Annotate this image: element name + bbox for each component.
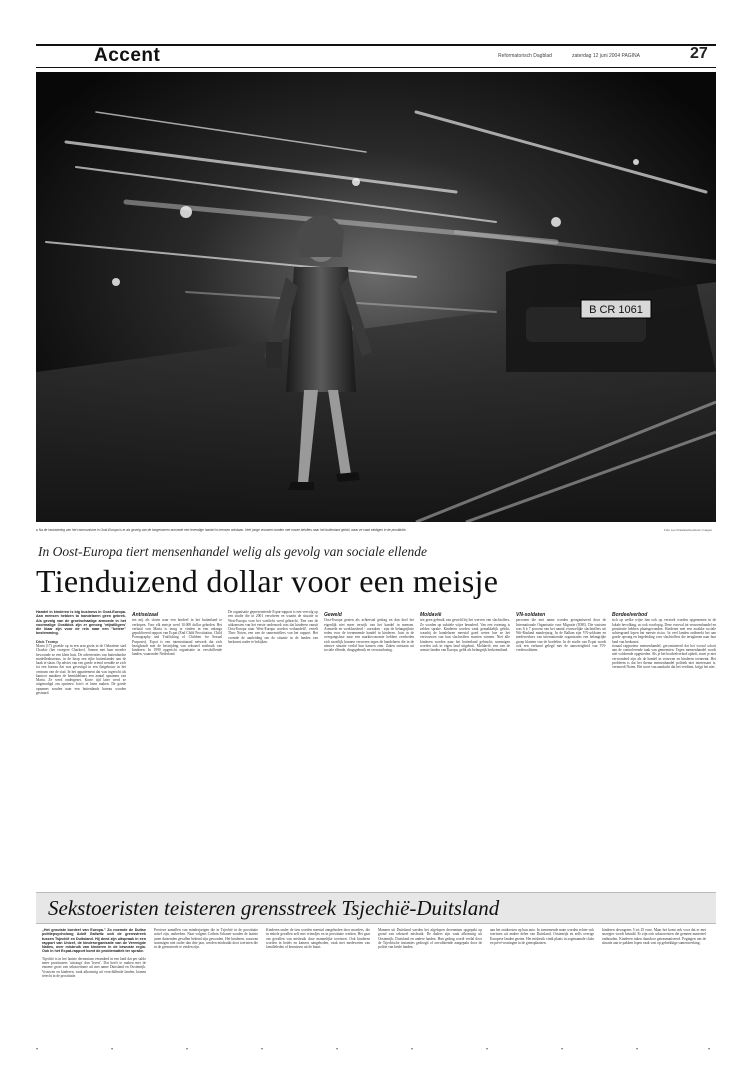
- article-kicker: In Oost-Europa tiert mensenhandel welig als gevolg van sociale ellende: [38, 544, 428, 559]
- article-photo: [36, 72, 716, 522]
- sidebar-column-text: Kinderen onder de tien worden meestal aangeboden door moeders, die in enkele gevallen zelf met vriendjes en in prostitutie werken. Het gaat om gevallen van misbruik door mannelijke toeristen. Ook kinderen worden in hotels en kamers aangeboden, vaak met medeweten van familieleden of kennissen uit de buurt.: [266, 928, 370, 949]
- fold-mark: •: [708, 1047, 711, 1053]
- license-plate: B CR 1061: [589, 304, 643, 316]
- article-column-1: [36, 610, 126, 880]
- fold-mark: •: [336, 1047, 339, 1053]
- article-column-7: [612, 610, 716, 880]
- article-column-5: [420, 610, 510, 880]
- sidebar-column-text: Mannen uit Duitsland werden het afgelopen decennium opgepakt op grond van seksueel misbruik. De daders zijn vaak afkomstig uit Oostenrijk, Duitsland en andere landen. Hun gedrag wordt veelal door de Tsjechische instanties gedoogd of onvoldoende aangepakt door de politie van beide landen.: [378, 928, 482, 949]
- page-number: 27: [690, 45, 708, 62]
- fold-mark: •: [561, 1047, 564, 1053]
- sidebar-body: [36, 928, 716, 1028]
- fold-mark: •: [36, 1047, 39, 1053]
- photo-caption: ● Na de inwinstering van het communisme in Oost-Europa is er als gevolg van de toegenomen armoede een levendige handel in mensen ontstaan. Veel jonge vrouwen worden met mooie beloftes naar het buitenland gelokt, waar ze vaak eindigen in de prostitutie.: [36, 528, 407, 532]
- sidebar-column-2: [154, 928, 258, 1028]
- article-subheading: VN-soldaten: [516, 612, 546, 618]
- photo-credit: Foto Lex Draaisterbenderen Images: [664, 528, 713, 532]
- article-column-text: personen die met name worden georganiseerd door de Internationale Organisatie voor Migratie (IOM). Die vaststen was 6 à 7 procent van het aantal vrouwelijke slachtoffers uit Wit-Rusland minderjarig. In de Balkan zijn VN-soldaten en medewerkers van internationale organisaties een belangrijke groep klanten van de bordelen. In de studie van Ecpat wordt ook een verband gelegd met de aanwezigheid van VN-vredessoldaten.: [516, 618, 606, 652]
- article-headline: Tienduizend dollar voor een meisje: [36, 563, 499, 599]
- sidebar-column-text: Tsjechië is in het laatste decennium veranderd in een land dat per saldo meer prostitutees 'uitvangt' dan 'levert'. Dat heeft te maken met de enorme groei van sekstoerisme uit met name Duitsland en Oostenrijk. Vrouwen en kinderen, vaak afkomstig uit verschillende landen, komen terecht in de prostitutie.: [42, 956, 146, 978]
- newspaper-page: [36, 44, 716, 1053]
- newspaper-name: Reformatorisch Dagblad: [498, 53, 552, 59]
- issue-date: zaterdag 12 juni 2004 PAGINA: [572, 53, 641, 59]
- sidebar-column-4: [378, 928, 482, 1028]
- article-column-text: De organisatie gepresenteerde Ecpat-rapport is een vervolg op een studie die in 2001 verscheen en waarin de situatie in West-Europa voor het voetlicht werd gebracht. 'Een van de uitkomsten van het eerste onderzoek was dat kinderen vanuit Oost-Europa naar West-Europa worden verhandeld', vertelt Theo Noten, een van de samenstellers van het rapport. Het vormde de aanleiding om de situatie in de landen van herkomst nader te bekijken.: [228, 610, 318, 644]
- sidebar-column-5: [490, 928, 594, 1028]
- sidebar-column-text: aan het zuidoosten op hun auto. In toenemende mate worden echter ook toeristen uit andere delen van Duitsland, Oostenrijk en zelfs overige Europese landen gezien. Het misbruik vindt plaats in zogenaamde clubs en privé-woningen in de grensplaatsen.: [490, 928, 594, 945]
- sidebar-column-text: Precieze aantallen van minderjarigen die in Tsjechië in de prostitutie actief zijn, ontbreken. Naar volgens Cathrin Schauer zouden de laatste jaren duizenden gevallen bekend zijn geworden. Het kinderen, waarvan sommigen niet ouder dan drie jaar, worden misbruikt door toeristen die in de grensstreek te vinden zijn.: [154, 928, 258, 949]
- sidebar-column-3: [266, 928, 370, 1028]
- night-street-photo: [36, 72, 716, 522]
- sidebar-column-text: kinderen downgrens 5 tot 25 euro. Maar het komt ook voor dat er met snoepjes wordt betaald. Er zijn ook sekstoeristen die gemeen materieel onthouden. Kinderen raken daardoor getraumatiseerd. Pogingen om de situatie aan te pakken lopen vaak vast op gebrekkige samenwerking.: [602, 928, 706, 945]
- article-column-text: tionaal rapporteur mensenhandel, geconstateerd dat het vooral schort aan de controlerende taak van gemeenten. Tegen mensenhandel wordt niet voldoende opgetreden. Als je het bordeelverbod opheft, moet je niet verwonderd zijn als de handel in vrouwen en kinderen toeneemt. Het probleem is dat het thema mensenhandel politiek niet interessant is, vermoedt Noten. Het soort van aandacht dat het verdient, krijgt het niet.: [612, 643, 716, 669]
- sidebar-lede: „Het grootste bordeel van Europa." Zo noemde de Duitse politiepsycholoog Adolf Gallwitz ooit de grensstreek tussen Tsjechië en Duitsland. Hij deed zijn uitspraak in een rapport van Unicef, de kinderorganisatie van de Verenigde Naties, over misbruik van kinderen in de bewuste regio. Ook in het Ecpat-rapport komt de problematiek ter sprake.: [42, 928, 146, 954]
- article-subheading: Bordeelverbod: [612, 612, 648, 618]
- sidebar-headline: Sekstoeristen teisteren grensstreek Tsjechië-Duitsland: [48, 896, 500, 920]
- sidebar-column-1: [42, 928, 146, 1028]
- article-column-3: [228, 610, 318, 880]
- article-subheading: Antiseizaal: [132, 612, 159, 618]
- article-column-text: ten geen gebruik van geweld bij het werven van slachtoffers. Ze worden op subtiele wijze benaderd. Van een vorming is zelden sprake. Kinderen worden vaak gemakkelijk gelokt, waarbij de handelaren meestal goed weten hoe ze het vertrouwen van hun slachtoffers moeten winnen. Niet alle kinderen worden naar het buitenland gebracht; sommigen worden ook in eigen land uitgebuit. Moldavië, een van de armste landen van Europa, geldt als belangrijk herkomstland.: [420, 618, 510, 652]
- fold-mark: •: [486, 1047, 489, 1053]
- fold-mark: •: [636, 1047, 639, 1053]
- article-lede: Handel in kinderen is big business in Oost-Europa. Aan mensen hebben to handelaren geen gebrek. Als gevolg van de groeischaalige armoede in het voormalige Oostblok zijn er genoeg 'vrijwilligers' die klaar zijn voor de reis naar een "betere" bestemming.: [36, 610, 126, 636]
- sidebar-header: [36, 892, 716, 924]
- article-byline: Dick Tromp: [36, 638, 58, 644]
- article-column-text: ten mij als slavin naar een bordeel in het buitenland te verkopen. Voor elk meisje werd 10.000 dollar geboden. Het verhaal van Maria is terug te vinden in een onlangs gepubliceerd rapport van Ecpat (End Child Prostitution, Child Pornography and Trafficking of Children for Sexual Purposes). Ecpat is een internationaal netwerk dat zich bezighoudt met de bestrijding van seksueel misbruik van kinderen. In 1990 opgericht organisatie in verschillende landen, waaronder Nederland.: [132, 618, 222, 657]
- article-column-4: [324, 610, 414, 880]
- article-column-text: Maria (17) groeide op in een arm gezin in de Oekraïene stad Charkiv (het vroegere Charkov). Samen met haar moeder bewoonde ze een klein huis. De advertenties van buitenlandse modellenbureaus, in de hoop een rijke buitenlander aan de haak te slaan. Op advies van een goede vriend wendde ze zich tot een bureau dat was gevestigd in een flatgebouw in het centrum van de stad. In het appartement dat was ingericht als kantoor maakten de bemiddelaars een aantal opnamen van Maria. Ze werd ondergezet. Korte tijd later werd ze uitgenodigd om opnieuw foto's te laten maken. De goede opnames zouden naar een buitenlands bureau worden gestuurd.: [36, 644, 126, 695]
- article-subheading: Geweld: [324, 612, 342, 618]
- sidebar-column-6: [602, 928, 706, 1028]
- fold-mark: •: [111, 1047, 114, 1053]
- masthead-rule-bottom: [36, 67, 716, 68]
- article-column-text: sich op welke wijze dan ook op verzoek worden opgenomen in de lokale bevolking, zo ook voorlopig. Deze voorval tot vrouwenhandel en prostitutie hebben plaatsgevonden. Kinderen met een zwakke sociale achtergrond lopen het meeste risico. In veel landen ontbreekt het aan goede opvang en begeleiding voor slachtoffers die terugkeren naar hun land van herkomst.: [612, 618, 716, 644]
- fold-mark: •: [186, 1047, 189, 1053]
- article-column-2: [132, 610, 222, 880]
- article-column-text: Oost-Europa gezien als achterstal gedrag en dan doel het eigenlijk niet meer terwijk van het handel in mensen. Armoede en werkloosheid - oorzaken - zijn de belangrijkste reden voor de toenemende handel in kinderen. Juist in de overgangsfase naar een markteconomie hebben overheden zich moeilijk kunnen verweren tegen de handelaren die in de nieuwe situatie veelal hun kansen zien. Zaken ontstaan uit sociale ellende, drugsgebruik en verwaarlozing.: [324, 618, 414, 652]
- article-subheading: Moldavië: [420, 612, 442, 618]
- section-title: Accent: [94, 45, 161, 66]
- fold-mark: •: [261, 1047, 264, 1053]
- fold-mark: •: [411, 1047, 414, 1053]
- sidebar-article: [36, 892, 716, 1032]
- article-column-6: [516, 610, 606, 880]
